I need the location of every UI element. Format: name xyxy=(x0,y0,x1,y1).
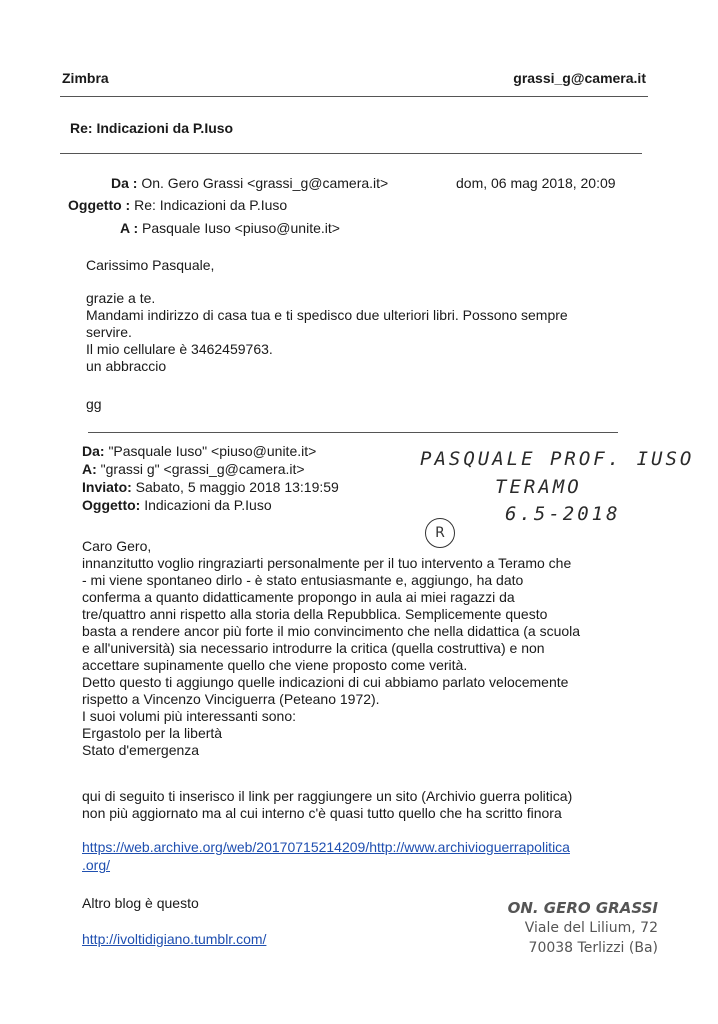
header-divider xyxy=(60,96,648,97)
subject-heading: Re: Indicazioni da P.Iuso xyxy=(70,120,234,136)
message-line: servire. xyxy=(86,324,132,340)
archive-link[interactable] xyxy=(82,838,570,874)
quoted-sent-row xyxy=(82,478,339,496)
quoted-line: I suoi volumi più interessanti sono: xyxy=(82,708,296,724)
quoted-line: Detto questo ti aggiungo quelle indicazioni di cui abbiamo parlato velocemente xyxy=(82,674,569,690)
archive-line: non più aggiornato ma al cui interno c'è quasi tutto quello che ha scritto finora xyxy=(82,805,562,821)
quoted-line: basta a rendere ancor più forte il mio convincimento che nella didattica (a scuola xyxy=(82,623,581,639)
quoted-subject-value: Indicazioni da P.Iuso xyxy=(144,497,272,513)
stamp-street: Viale del Lilium, 72 xyxy=(524,920,658,936)
message-line: grazie a te. xyxy=(86,290,156,306)
subject-value: Re: Indicazioni da P.Iuso xyxy=(134,197,288,213)
message-body xyxy=(86,290,568,375)
quoted-from-label: Da: xyxy=(82,443,105,459)
blog-text: Altro blog è questo xyxy=(82,895,199,911)
message-signature: gg xyxy=(86,396,102,412)
to-label: A : xyxy=(120,220,139,236)
quoted-line: accettare supinamente quello che viene proposto come verità. xyxy=(82,657,468,673)
from-label: Da : xyxy=(111,175,138,191)
quoted-line: Stato d'emergenza xyxy=(82,742,200,758)
address-stamp xyxy=(508,898,658,958)
quoted-subject-row xyxy=(82,496,339,514)
quoted-line: tre/quattro anni rispetto alla storia della Repubblica. Semplicemente questo xyxy=(82,606,548,622)
subject-row xyxy=(68,197,287,213)
message-line: un abbraccio xyxy=(86,358,167,374)
message-date: dom, 06 mag 2018, 20:09 xyxy=(456,175,616,191)
quoted-to-value: "grassi g" <grassi_g@camera.it> xyxy=(100,461,305,477)
blog-link[interactable]: http://ivoltidigiano.tumblr.com/ xyxy=(82,931,267,947)
quoted-from-row xyxy=(82,442,339,460)
archive-link-line2[interactable]: .org/ xyxy=(82,857,111,873)
quoted-line: e all'università) sia necessario introdurre la critica (quella costruttiva) e non xyxy=(82,640,545,656)
from-value: On. Gero Grassi <grassi_g@camera.it> xyxy=(141,175,389,191)
quoted-line: Ergastolo per la libertà xyxy=(82,725,223,741)
quoted-line: innanzitutto voglio ringraziarti personalmente per il tuo intervento a Teramo che xyxy=(82,555,572,571)
stamp-city: 70038 Terlizzi (Ba) xyxy=(528,940,658,956)
quoted-line: conferma a quanto didatticamente propongo in aula ai miei ragazzi da xyxy=(82,589,515,605)
archive-line: qui di seguito ti inserisco il link per raggiungere un sito (Archivio guerra politica) xyxy=(82,788,573,804)
stamp-name: ON. GERO GRASSI xyxy=(507,899,658,917)
message-greeting: Carissimo Pasquale, xyxy=(86,257,215,273)
quoted-sent-value: Sabato, 5 maggio 2018 13:19:59 xyxy=(135,479,339,495)
quoted-body xyxy=(82,538,580,759)
handwritten-city: TERAMO xyxy=(495,476,582,498)
quoted-line: - mi viene spontaneo dirlo - è stato entusiasmante e, aggiungo, ha dato xyxy=(82,572,524,588)
to-row xyxy=(120,220,340,236)
quoted-from-value: "Pasquale Iuso" <piuso@unite.it> xyxy=(108,443,317,459)
quoted-sent-label: Inviato: xyxy=(82,479,132,495)
quoted-line: rispetto a Vincenzo Vinciguerra (Peteano 1972). xyxy=(82,691,380,707)
account-email: grassi_g@camera.it xyxy=(513,70,646,86)
to-value: Pasquale Iuso <piuso@unite.it> xyxy=(142,220,340,236)
subject-label: Oggetto : xyxy=(68,197,131,213)
quoted-subject-label: Oggetto: xyxy=(82,497,141,513)
subject-divider xyxy=(60,153,642,154)
app-name: Zimbra xyxy=(62,70,109,86)
archive-link-line1[interactable]: https://web.archive.org/web/20170715214209/http://www.archivioguerrapolitica xyxy=(82,839,570,855)
quote-divider xyxy=(88,432,618,433)
quoted-to-row xyxy=(82,460,339,478)
from-row xyxy=(111,175,388,191)
handwritten-date: 6.5-2018 xyxy=(505,503,621,525)
quoted-to-label: A: xyxy=(82,461,97,477)
quoted-line: Caro Gero, xyxy=(82,538,152,554)
message-line: Il mio cellulare è 3462459763. xyxy=(86,341,273,357)
quoted-header xyxy=(82,442,339,514)
handwritten-name: PASQUALE PROF. IUSO xyxy=(420,448,695,470)
circled-mark: R xyxy=(425,518,455,548)
message-line: Mandami indirizzo di casa tua e ti spedisco due ulteriori libri. Possono sempre xyxy=(86,307,568,323)
archive-paragraph xyxy=(82,788,572,822)
